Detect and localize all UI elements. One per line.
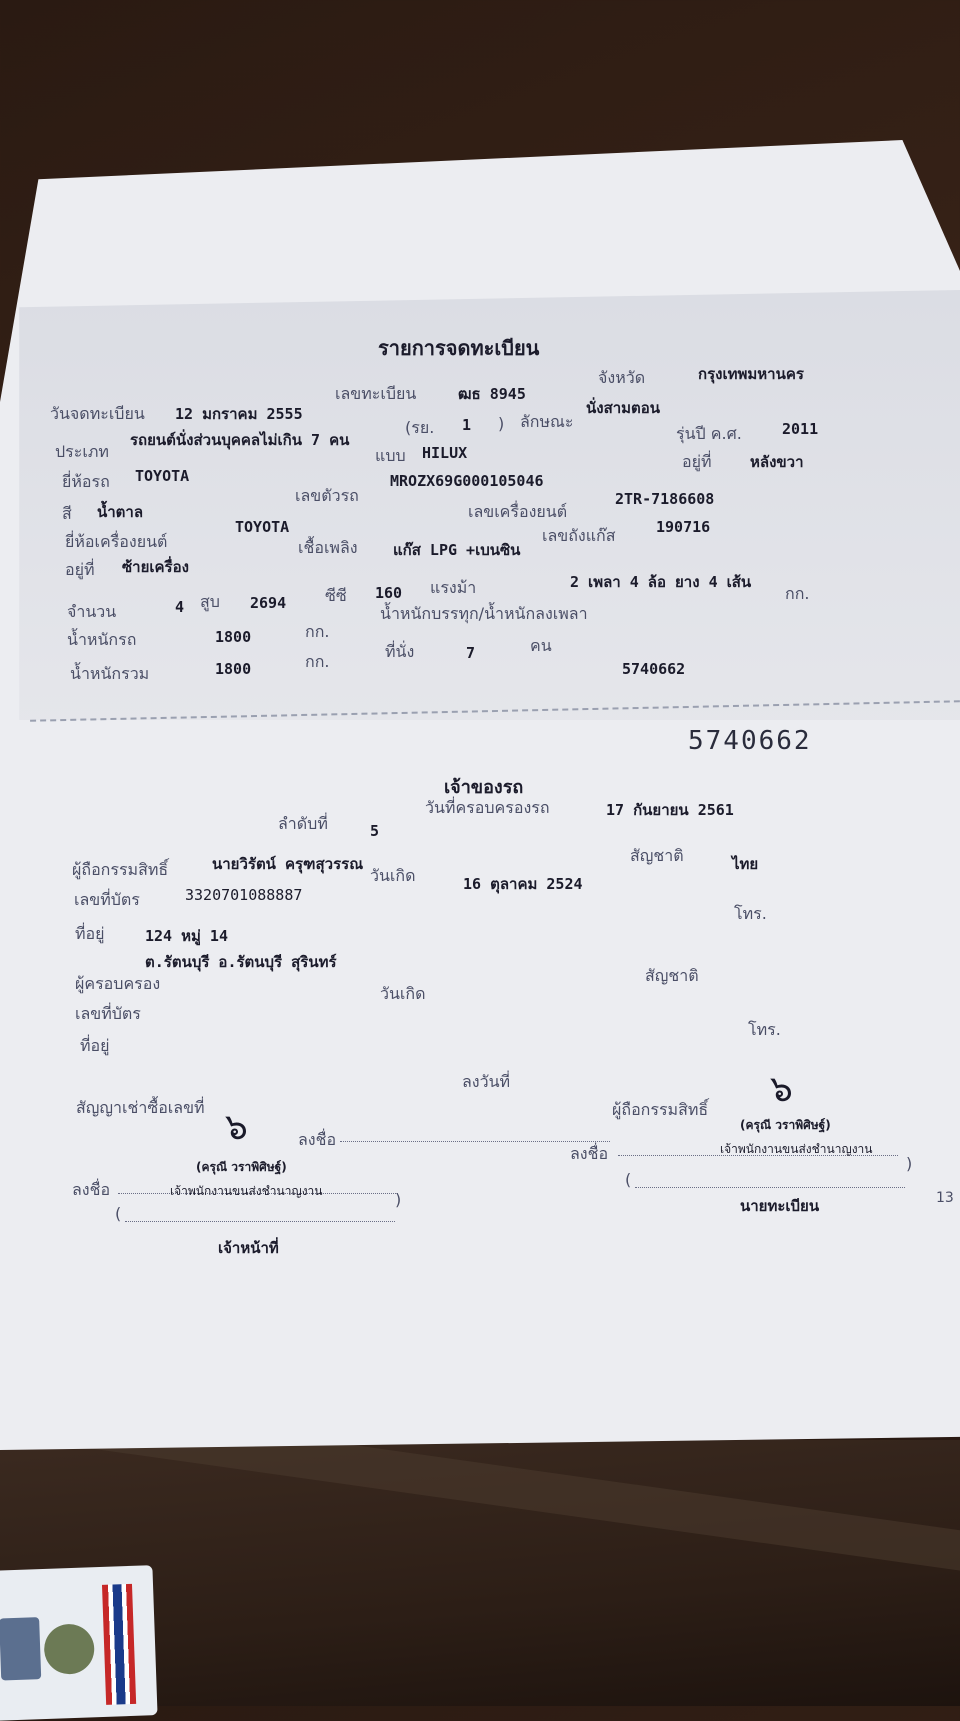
id-label: เลขที่บัตร [74, 890, 140, 909]
model-label: แบบ [375, 446, 406, 465]
sign-date-label: ลงวันที่ [462, 1072, 511, 1091]
phone-label: โทร. [734, 904, 767, 923]
birth-date: 16 ตุลาคม 2524 [463, 875, 583, 893]
signer-title-left: เจ้าพนักงานขนส่งชำนาญงาน [170, 1184, 323, 1198]
officer-title: เจ้าหน้าที่ [218, 1239, 279, 1257]
cc: 2694 [250, 594, 287, 612]
color-label: สี [62, 504, 72, 523]
fuel: แก๊ส LPG +เบนซิน [393, 541, 521, 559]
nationality-label: สัญชาติ [630, 846, 684, 865]
document-number: 5740662 [688, 726, 812, 756]
birth-label: วันเกิด [370, 866, 416, 885]
brand: TOYOTA [135, 467, 190, 485]
seq-label: ลำดับที่ [278, 814, 328, 833]
holder-label: ผู้ถือกรรมสิทธิ์ [72, 860, 169, 879]
vehicle-type: รถยนต์นั่งส่วนบุคคลไม่เกิน 7 คน [130, 431, 350, 449]
card-photo [0, 1617, 41, 1680]
holder-suffix: ผู้ถือกรรมสิทธิ์ [612, 1100, 709, 1119]
chassis-number: MROZX69G000105046 [390, 472, 544, 490]
signer-name-left: (ครุณี วราพิศิษฐ์) [196, 1160, 287, 1174]
engine-number: 2TR-7186608 [615, 490, 715, 508]
possessor-birth-label: วันเกิด [380, 984, 426, 1003]
brand-label: ยี่ห้อรถ [62, 472, 110, 491]
color: น้ำตาล [97, 503, 144, 521]
id-number: 3320701088887 [185, 886, 303, 904]
open-paren-left: ( [115, 1204, 122, 1223]
document-title: รายการจดทะเบียน [378, 336, 540, 360]
ry-label: (รย. [405, 418, 435, 437]
engine-no-label: เลขเครื่องยนต์ [468, 502, 568, 521]
position-label: อยู่ที่ [682, 452, 712, 471]
possessor-id-label: เลขที่บัตร [75, 1004, 141, 1023]
holder-name: นายวิรัตน์ ครุฑสุวรรณ [212, 855, 364, 873]
registrar-title: นายทะเบียน [740, 1197, 820, 1215]
cc-label: ซีซี [325, 586, 347, 605]
reg-date: 12 มกราคม 2555 [175, 405, 303, 423]
position: หลังขวา [750, 453, 804, 471]
seats-label: ที่นั่ง [385, 642, 415, 661]
type-label: ประเภท [55, 442, 109, 461]
contract-label: สัญญาเช่าซื้อเลขที่ [76, 1098, 205, 1117]
reg-date-label: วันจดทะเบียน [50, 404, 145, 423]
model-year: 2011 [782, 420, 819, 438]
cyl-unit: สูบ [200, 592, 220, 611]
close-paren-right: ) [906, 1154, 913, 1173]
engine-brand: TOYOTA [235, 518, 290, 536]
sign-label-holder: ลงชื่อ [298, 1130, 337, 1149]
load-label: น้ำหนักบรรทุก/น้ำหนักลงเพลา [380, 604, 588, 623]
engine-brand-label: ยี่ห้อเครื่องยนต์ [65, 532, 168, 551]
sign-label-officer: ลงชื่อ [72, 1180, 111, 1199]
tank-number: 190716 [656, 518, 711, 536]
address-line-1: 124 หมู่ 14 [145, 927, 228, 945]
signature-mark-officer: ๖ [225, 1107, 248, 1148]
body-style: นั่งสามตอน [586, 399, 661, 417]
sign-label-registrar: ลงชื่อ [570, 1144, 609, 1163]
seats-unit: คน [530, 636, 552, 655]
style-label: ลักษณะ [520, 412, 574, 431]
cyl-label: จำนวน [67, 602, 117, 621]
total-label: น้ำหนักรวม [70, 664, 150, 683]
signer-title-right: เจ้าพนักงานขนส่งชำนาญงาน [720, 1142, 873, 1156]
chassis-label: เลขตัวรถ [295, 486, 359, 505]
nationality: ไทย [732, 855, 759, 873]
hp-label: แรงม้า [430, 578, 477, 597]
id-card [0, 1565, 158, 1721]
possessor-phone-label: โทร. [748, 1020, 781, 1039]
province-label: จังหวัด [598, 368, 646, 387]
doc-number-small: 5740662 [622, 660, 686, 678]
card-seal [43, 1623, 95, 1675]
card-flag [102, 1584, 136, 1705]
possessor-nationality-label: สัญชาติ [645, 966, 699, 985]
engine-position: ซ้ายเครื่อง [122, 558, 189, 576]
ry-close: ) [498, 414, 505, 433]
fuel-label: เชื้อเพลิง [298, 538, 358, 557]
paren-line-right [635, 1186, 905, 1188]
weight-unit: กก. [305, 622, 330, 641]
model: HILUX [422, 444, 468, 462]
load-unit: กก. [785, 584, 810, 603]
weight-label: น้ำหนักรถ [67, 630, 137, 649]
close-paren-left: ) [395, 1190, 402, 1209]
plate-label: เลขทะเบียน [335, 384, 417, 403]
horsepower: 160 [375, 584, 403, 602]
province: กรุงเทพมหานคร [698, 365, 804, 383]
total-weight: 1800 [215, 660, 252, 678]
engine-pos-label: อยู่ที่ [65, 560, 95, 579]
weight: 1800 [215, 628, 252, 646]
model-year-label: รุ่นปี ค.ศ. [676, 424, 742, 443]
page-number: 13 [936, 1190, 954, 1206]
open-paren-right: ( [625, 1170, 632, 1189]
plate-number: ฒธ 8945 [458, 385, 526, 403]
addr-label: ที่อยู่ [75, 924, 105, 943]
possession-label: วันที่ครอบครองรถ [425, 798, 550, 817]
paren-line-left [125, 1220, 395, 1222]
seq-number: 5 [370, 822, 380, 840]
possessor-label: ผู้ครอบครอง [75, 974, 161, 993]
possession-date: 17 กันยายน 2561 [606, 801, 734, 819]
tank-label: เลขถังแก๊ส [542, 526, 616, 545]
signature-mark-holder: ๖ [770, 1069, 793, 1110]
address-line-2: ต.รัตนบุรี อ.รัตนบุรี สุรินทร์ [145, 953, 337, 971]
ry-number: 1 [462, 416, 472, 434]
total-unit: กก. [305, 652, 330, 671]
cylinders: 4 [175, 598, 185, 616]
signer-name-right: (ครุณี วราพิศิษฐ์) [740, 1118, 831, 1132]
seats: 7 [466, 644, 476, 662]
owner-section-title: เจ้าของรถ [444, 777, 524, 798]
possessor-addr-label: ที่อยู่ [80, 1036, 110, 1055]
axles: 2 เพลา 4 ล้อ ยาง 4 เส้น [570, 573, 752, 591]
